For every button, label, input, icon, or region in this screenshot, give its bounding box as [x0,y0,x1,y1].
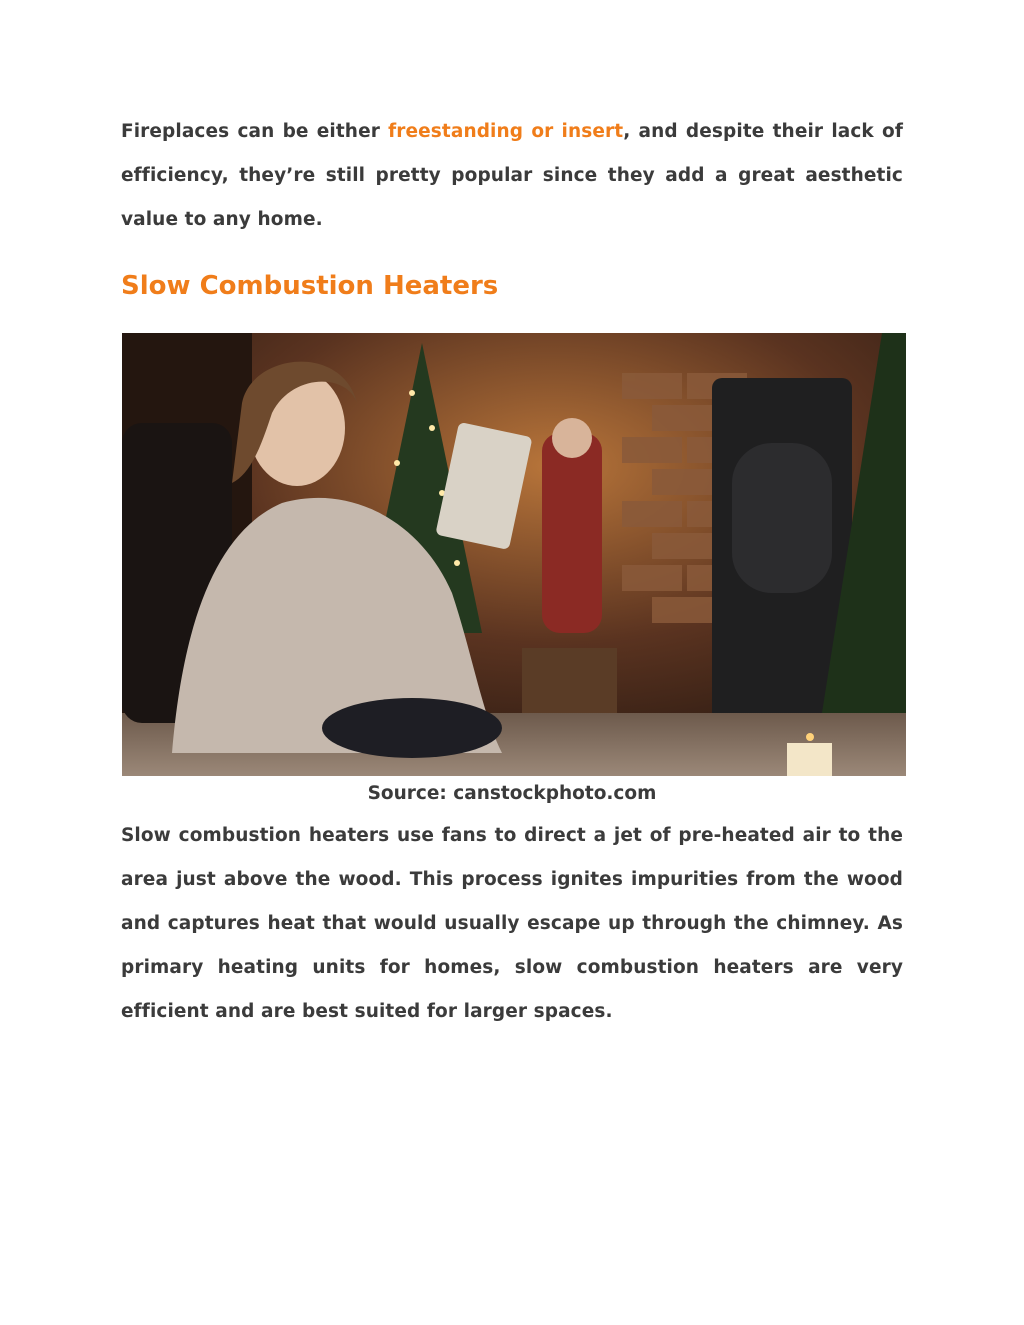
freestanding-or-insert-link[interactable]: freestanding or insert [388,121,624,142]
photo-illustration [122,333,906,776]
figure-caption: Source: canstockphoto.com [367,783,657,804]
body-paragraph: Slow combustion heaters use fans to direct a jet of pre-heated air to the area just above the wood. This process ignites impurities from the wood and captures heat that would usually escape up through the chimney. As primary heating units for homes, slow combustion heaters are very efficient and are best suited for larger spaces. [121,825,903,1022]
intro-paragraph [121,110,903,242]
intro-text-after: , and despite their lack of efficiency, they’re still pretty popular since they add a great aesthetic value to any home. [121,121,903,230]
section-heading: Slow Combustion Heaters [121,271,499,301]
intro-text-before: Fireplaces can be either [121,121,389,142]
woman-reading-by-stove-photo [122,333,906,776]
